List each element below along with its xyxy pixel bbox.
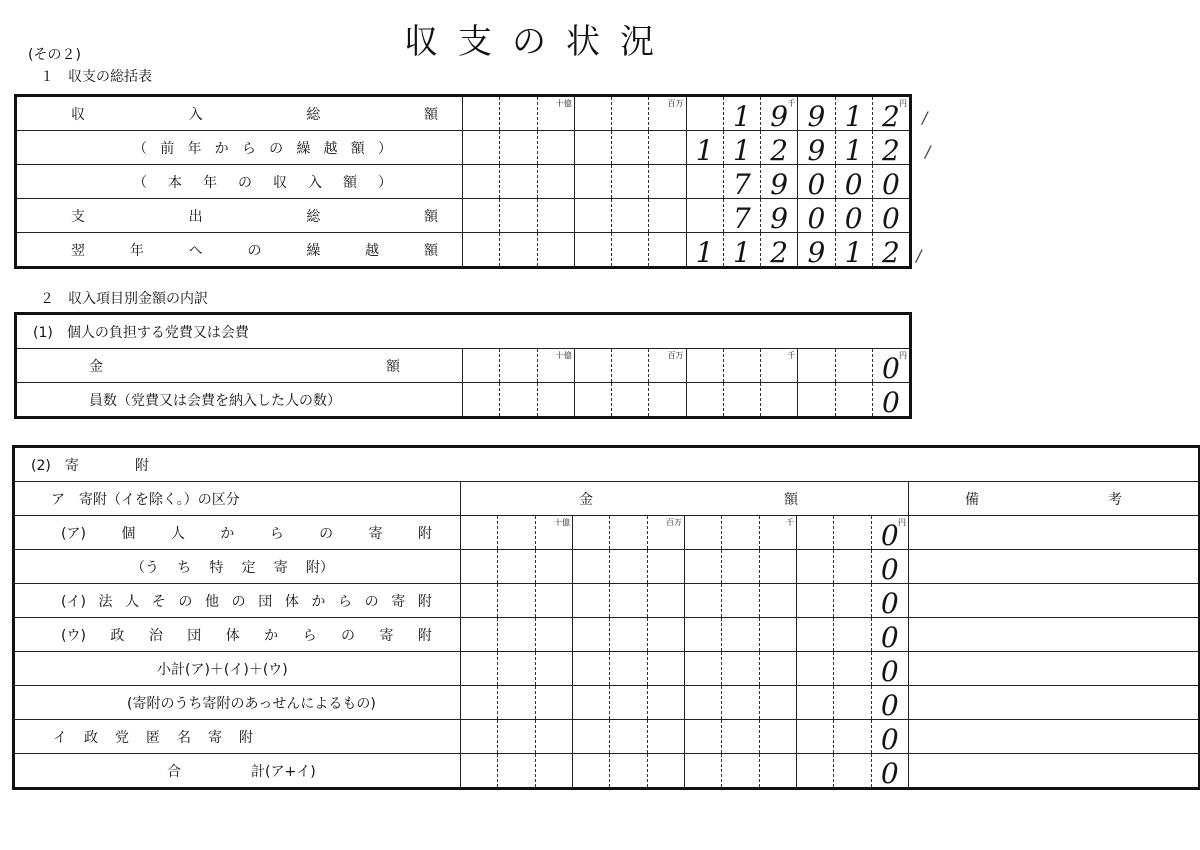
digit-cell [535, 550, 572, 583]
digit-cell [835, 97, 872, 130]
amount-cells [461, 584, 909, 618]
handwritten-digit: 0 [880, 587, 899, 618]
digit-cell [797, 383, 834, 416]
digit-cell [611, 383, 648, 416]
digit-cell [611, 233, 648, 266]
remark-cell [909, 754, 1200, 789]
digit-cell [535, 720, 572, 753]
digit-cell [463, 97, 499, 130]
digit-cell [461, 686, 497, 719]
digit-cell [723, 349, 760, 382]
digit-cell [499, 131, 536, 164]
donation-row-anonymous [14, 720, 1200, 754]
label-total-income: 収 入 総 額 [71, 106, 438, 123]
digit-cell [574, 131, 611, 164]
handwritten-digit: 1 [695, 236, 714, 268]
membership-table [14, 312, 912, 419]
digit-cell [537, 349, 574, 382]
handwritten-digit: 9 [770, 202, 789, 233]
digit-cell [461, 516, 497, 549]
digit-cell [684, 584, 721, 617]
digit-cell [463, 349, 499, 382]
digit-cell [648, 97, 685, 130]
digit-cell [497, 584, 534, 617]
digit-cell [572, 584, 609, 617]
digit-cell [572, 754, 609, 787]
digit-cell [684, 686, 721, 719]
digit-cell [497, 550, 534, 583]
digit-cell [574, 233, 611, 266]
digit-cell [611, 349, 648, 382]
digit-cell [684, 618, 721, 651]
digit-cell [535, 584, 572, 617]
digit-cell [647, 652, 684, 685]
donations-table [12, 445, 1200, 790]
handwritten-digit: 2 [881, 100, 900, 131]
summary-row-carryover-next [16, 233, 911, 268]
label-member-count: 員数（党費又は会費を納入した人の数） [89, 392, 341, 409]
handwritten-digit: 0 [880, 519, 899, 550]
digit-cell [723, 383, 760, 416]
digit-cell [648, 131, 685, 164]
handwritten-digit: 9 [807, 236, 826, 268]
remarks-column-header: 備 考 [965, 491, 1123, 508]
unit-label: 百万 [665, 518, 682, 527]
digit-cell [686, 383, 723, 416]
digit-cell [574, 165, 611, 198]
digit-cell [648, 165, 685, 198]
handwritten-digit: 9 [807, 100, 826, 131]
digit-cell [871, 686, 908, 719]
remark-cell [909, 516, 1200, 550]
digit-cell [797, 233, 834, 266]
handwritten-digit: 0 [844, 202, 863, 233]
digit-cell [872, 199, 909, 232]
digit-cell [760, 383, 797, 416]
digit-cell [609, 686, 646, 719]
digit-cell [760, 233, 797, 266]
handwritten-digit: 7 [732, 202, 751, 233]
digit-cell [759, 754, 796, 787]
digit-cell [499, 165, 536, 198]
digit-cell [686, 97, 723, 130]
handwritten-digit: 9 [807, 134, 826, 165]
remark-cell [909, 550, 1200, 584]
digit-cell [572, 516, 609, 549]
digit-cell [833, 686, 870, 719]
digit-cell [537, 131, 574, 164]
handwritten-digit: 0 [880, 689, 899, 720]
digit-cell [833, 584, 870, 617]
digit-cell [572, 686, 609, 719]
digit-cell [647, 516, 684, 549]
digit-cell [835, 233, 872, 266]
digit-cell [835, 383, 872, 416]
digit-cell [609, 618, 646, 651]
digit-cell [871, 516, 908, 549]
digit-cell [721, 720, 758, 753]
digit-cell [684, 754, 721, 787]
digit-cell [497, 516, 534, 549]
digit-cell [463, 131, 499, 164]
donations-category-header: ア 寄附（イを除く。）の区分 [14, 482, 461, 516]
handwritten-digit: 0 [881, 202, 900, 233]
label-current-income: （ 本 年 の 収 入 額 ） [133, 174, 392, 191]
handwritten-digit: 0 [880, 621, 899, 652]
digit-cell [797, 349, 834, 382]
digit-cell [871, 584, 908, 617]
digit-cell [686, 165, 723, 198]
unit-label: 十億 [555, 351, 572, 360]
unit-label: 円 [899, 99, 907, 108]
donation-row-total [14, 754, 1200, 789]
digit-cell [574, 97, 611, 130]
digit-cell [872, 97, 909, 130]
digit-cell [686, 233, 723, 266]
digit-cell [871, 618, 908, 651]
amount-cells [463, 233, 911, 268]
label-anonymous: イ 政 党 匿 名 寄 附 [53, 729, 253, 746]
donation-row-mediated [14, 686, 1200, 720]
digit-cell [760, 349, 797, 382]
amount-cells [463, 165, 911, 199]
digit-cell [721, 618, 758, 651]
handwritten-digit: 1 [844, 134, 863, 165]
digit-cell [463, 199, 499, 232]
label-subtotal: 小計(ア)＋(イ)＋(ウ) [157, 661, 288, 678]
digit-cell [797, 131, 834, 164]
digit-cell [723, 233, 760, 266]
digit-cell [797, 97, 834, 130]
handwritten-digit: 1 [844, 236, 863, 268]
digit-cell [461, 652, 497, 685]
label-mediated: (寄附のうち寄附のあっせんによるもの) [127, 695, 376, 712]
amount-cells [461, 516, 909, 550]
summary-row-expenditure [16, 199, 911, 233]
label-political: (ウ) 政 治 団 体 か ら の 寄 附 [61, 627, 432, 644]
digit-cell [609, 720, 646, 753]
digit-cell [759, 516, 796, 549]
digit-cell [499, 233, 536, 266]
digit-cell [723, 97, 760, 130]
summary-row-carryover-prev [16, 131, 911, 165]
digit-cell [647, 686, 684, 719]
digit-cell [872, 131, 909, 164]
digit-cell [723, 199, 760, 232]
digit-cell [463, 383, 499, 416]
handwritten-digit: 2 [770, 236, 789, 268]
unit-label: 百万 [667, 351, 684, 360]
label-carryover-next: 翌 年 へ の 繰 越 額 [71, 242, 438, 259]
digit-cell [648, 383, 685, 416]
digit-cell [686, 199, 723, 232]
unit-label: 円 [897, 518, 906, 527]
amount-column-header: 金 額 [579, 491, 798, 508]
digit-cell [609, 584, 646, 617]
amount-cells [461, 720, 909, 754]
summary-row-current-income [16, 165, 911, 199]
digit-cell [759, 618, 796, 651]
digit-cell [647, 754, 684, 787]
page-title: 収支の状況 [404, 22, 674, 62]
digit-cell [796, 720, 833, 753]
digit-cell [721, 584, 758, 617]
digit-cell [686, 349, 723, 382]
unit-label: 千 [785, 518, 794, 527]
handwritten-digit: 0 [881, 352, 900, 383]
digit-cell [759, 584, 796, 617]
handwritten-digit: 9 [770, 168, 789, 199]
membership-row-amount [16, 349, 911, 383]
digit-cell [835, 131, 872, 164]
digit-cell [499, 199, 536, 232]
amount-cells [463, 199, 911, 233]
digit-cell [796, 652, 833, 685]
amount-cells [461, 618, 909, 652]
digit-cell [796, 686, 833, 719]
digit-cell [833, 550, 870, 583]
digit-cell [572, 550, 609, 583]
amount-cells [461, 754, 909, 789]
digit-cell [760, 131, 797, 164]
digit-cell [835, 349, 872, 382]
amount-cells [461, 686, 909, 720]
digit-cell [721, 754, 758, 787]
unit-label: 円 [899, 351, 907, 360]
digit-cell [461, 618, 497, 651]
remark-cell [909, 652, 1200, 686]
handwritten-digit: 0 [807, 202, 826, 233]
membership-row-count [16, 383, 911, 418]
check-mark: / [922, 108, 928, 127]
digit-cell [499, 349, 536, 382]
digit-cell [535, 686, 572, 719]
label-amount: 金 額 [89, 358, 400, 375]
amount-cells [463, 383, 911, 418]
digit-cell [611, 199, 648, 232]
digit-cell [572, 720, 609, 753]
digit-cell [499, 97, 536, 130]
handwritten-digit: 0 [880, 655, 899, 686]
remark-cell [909, 618, 1200, 652]
summary-row-total-income [16, 96, 911, 131]
digit-cell [611, 131, 648, 164]
digit-cell [537, 165, 574, 198]
label-individual: (ア) 個 人 か ら の 寄 附 [61, 525, 432, 542]
digit-cell [796, 516, 833, 549]
unit-label: 千 [787, 99, 796, 108]
digit-cell [759, 686, 796, 719]
label-corporate: (イ) 法 人 そ の 他 の 団 体 か ら の 寄 附 [61, 593, 432, 610]
digit-cell [833, 720, 870, 753]
digit-cell [871, 720, 908, 753]
digit-cell [835, 199, 872, 232]
donation-row-political [14, 618, 1200, 652]
remark-cell [909, 686, 1200, 720]
amount-cells [463, 131, 911, 165]
digit-cell [535, 754, 572, 787]
digit-cell [760, 199, 797, 232]
label-carryover-prev: （ 前 年 か ら の 繰 越 額 ） [133, 140, 392, 157]
digit-cell [760, 97, 797, 130]
digit-cell [833, 754, 870, 787]
handwritten-digit: 9 [770, 100, 789, 131]
handwritten-digit: 1 [695, 134, 714, 165]
digit-cell [497, 652, 534, 685]
digit-cell [648, 199, 685, 232]
digit-cell [537, 97, 574, 130]
digit-cell [537, 233, 574, 266]
handwritten-digit: 0 [880, 723, 899, 754]
label-total: 合 計(ア+イ) [167, 763, 316, 780]
digit-cell [648, 233, 685, 266]
digit-cell [721, 652, 758, 685]
digit-cell [872, 233, 909, 266]
digit-cell [833, 652, 870, 685]
digit-cell [871, 652, 908, 685]
digit-cell [684, 516, 721, 549]
handwritten-digit: 2 [881, 236, 900, 268]
donation-row-corporate [14, 584, 1200, 618]
handwritten-digit: 0 [844, 168, 863, 199]
remark-cell [909, 720, 1200, 754]
label-expenditure: 支 出 総 額 [71, 208, 438, 225]
donation-row-specific [14, 550, 1200, 584]
digit-cell [871, 754, 908, 787]
check-mark: / [925, 142, 931, 161]
handwritten-digit: 1 [732, 236, 751, 268]
digit-cell [535, 652, 572, 685]
unit-label: 百万 [667, 99, 684, 108]
check-mark: / [916, 246, 922, 265]
digit-cell [497, 618, 534, 651]
handwritten-digit: 0 [881, 386, 900, 418]
digit-cell [871, 550, 908, 583]
digit-cell [759, 720, 796, 753]
digit-cell [497, 754, 534, 787]
donation-row-subtotal [14, 652, 1200, 686]
digit-cell [611, 165, 648, 198]
digit-cell [833, 618, 870, 651]
handwritten-digit: 0 [807, 168, 826, 199]
digit-cell [609, 652, 646, 685]
handwritten-digit: 0 [880, 553, 899, 584]
handwritten-digit: 2 [770, 134, 789, 165]
digit-cell [647, 618, 684, 651]
handwritten-digit: 1 [732, 134, 751, 165]
digit-cell [759, 550, 796, 583]
digit-cell [461, 584, 497, 617]
handwritten-digit: 0 [881, 168, 900, 199]
digit-cell [684, 652, 721, 685]
digit-cell [684, 720, 721, 753]
digit-cell [609, 516, 646, 549]
digit-cell [872, 349, 909, 382]
digit-cell [537, 383, 574, 416]
digit-cell [833, 516, 870, 549]
digit-cell [759, 652, 796, 685]
digit-cell [723, 165, 760, 198]
digit-cell [721, 516, 758, 549]
handwritten-digit: 0 [880, 757, 899, 789]
digit-cell [499, 383, 536, 416]
handwritten-digit: 2 [881, 134, 900, 165]
digit-cell [872, 165, 909, 198]
digit-cell [686, 131, 723, 164]
digit-cell [760, 165, 797, 198]
digit-cell [537, 199, 574, 232]
membership-header: (1) 個人の負担する党費又は会費 [16, 314, 911, 349]
amount-cells [463, 96, 911, 131]
digit-cell [574, 383, 611, 416]
digit-cell [609, 550, 646, 583]
digit-cell [796, 618, 833, 651]
digit-cell [535, 618, 572, 651]
digit-cell [461, 550, 497, 583]
digit-cell [872, 383, 909, 416]
digit-cell [497, 686, 534, 719]
digit-cell [684, 550, 721, 583]
digit-cell [721, 686, 758, 719]
digit-cell [647, 720, 684, 753]
amount-cells [463, 349, 911, 383]
digit-cell [463, 165, 499, 198]
unit-label: 千 [787, 351, 796, 360]
digit-cell [609, 754, 646, 787]
digit-cell [461, 754, 497, 787]
digit-cell [461, 720, 497, 753]
section-2-heading: ２ 収入項目別金額の内訳 [40, 291, 208, 307]
donations-header: (2) 寄 附 [14, 447, 1200, 482]
unit-label: 十億 [555, 99, 572, 108]
digit-cell [647, 584, 684, 617]
unit-label: 十億 [553, 518, 570, 527]
handwritten-digit: 1 [732, 100, 751, 131]
remark-cell [909, 584, 1200, 618]
page-subtitle: (その２) [28, 47, 81, 63]
digit-cell [648, 349, 685, 382]
amount-cells [461, 550, 909, 584]
digit-cell [835, 165, 872, 198]
digit-cell [796, 584, 833, 617]
handwritten-digit: 1 [844, 100, 863, 131]
digit-cell [797, 165, 834, 198]
digit-cell [611, 97, 648, 130]
label-specific: （う ち 特 定 寄 附） [131, 559, 334, 576]
section-1-heading: １ 収支の総括表 [40, 69, 152, 85]
digit-cell [497, 720, 534, 753]
digit-cell [647, 550, 684, 583]
digit-cell [723, 131, 760, 164]
digit-cell [535, 516, 572, 549]
digit-cell [796, 754, 833, 787]
amount-cells [461, 652, 909, 686]
digit-cell [463, 233, 499, 266]
digit-cell [574, 199, 611, 232]
digit-cell [797, 199, 834, 232]
digit-cell [721, 550, 758, 583]
digit-cell [574, 349, 611, 382]
digit-cell [572, 618, 609, 651]
digit-cell [572, 652, 609, 685]
summary-table [14, 94, 912, 269]
handwritten-digit: 7 [732, 168, 751, 199]
donation-row-individual [14, 516, 1200, 550]
digit-cell [796, 550, 833, 583]
